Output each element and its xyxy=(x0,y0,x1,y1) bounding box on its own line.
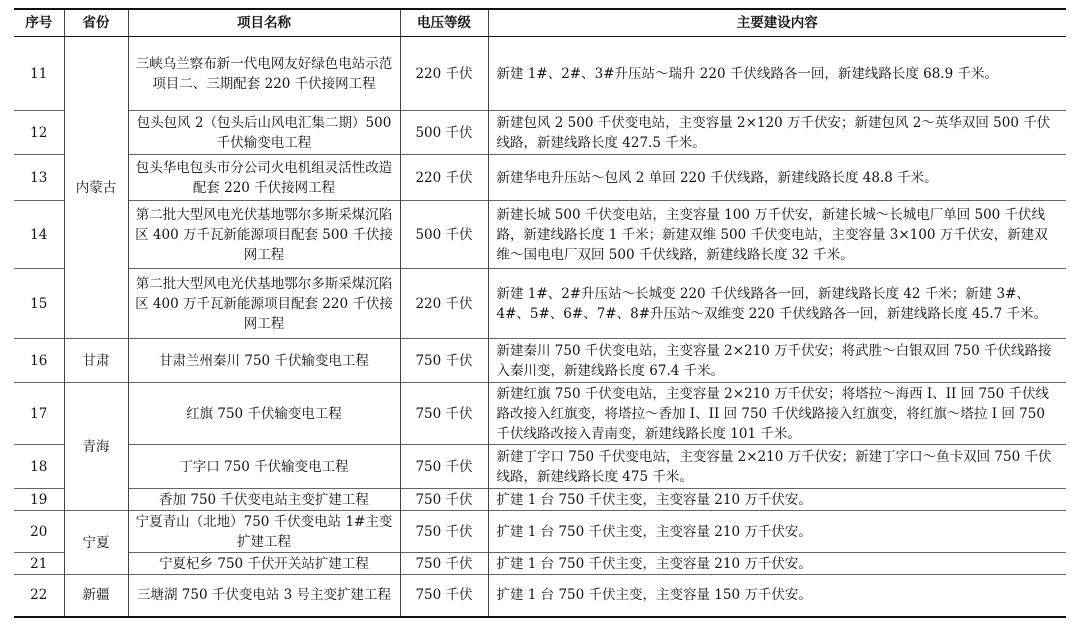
table-row xyxy=(14,575,1066,617)
row-project-name: 包头包风 2（包头后山风电汇集二期）500 千伏输变电工程 xyxy=(128,111,400,155)
row-content: 扩建 1 台 750 千伏主变，主变容量 210 万千伏安。 xyxy=(488,553,1066,575)
row-seq: 21 xyxy=(14,553,64,575)
header-voltage: 电压等级 xyxy=(400,9,488,37)
header-seq: 序号 xyxy=(14,9,64,37)
row-seq: 14 xyxy=(14,201,64,269)
row-project-name: 第二批大型风电光伏基地鄂尔多斯采煤沉陷区 400 万千瓦新能源项目配套 220 千伏接网工程 xyxy=(128,269,400,339)
header-content: 主要建设内容 xyxy=(488,9,1066,37)
row-voltage: 750 千伏 xyxy=(400,445,488,489)
row-content: 新建丁字口 750 千伏变电站，主变容量 2×210 万千伏安；新建丁字口～鱼卡双回 750 千伏线路，新建线路长度 475 千米。 xyxy=(488,445,1066,489)
row-project-name: 三峡乌兰察布新一代电网友好绿色电站示范项目二、三期配套 220 千伏接网工程 xyxy=(128,37,400,111)
table-row xyxy=(14,383,1066,445)
province-cell: 甘肃 xyxy=(64,339,128,383)
row-seq: 11 xyxy=(14,37,64,111)
table-row xyxy=(14,445,1066,489)
header-province: 省份 xyxy=(64,9,128,37)
table-row xyxy=(14,269,1066,339)
row-voltage: 750 千伏 xyxy=(400,575,488,617)
row-content: 扩建 1 台 750 千伏主变，主变容量 150 万千伏安。 xyxy=(488,575,1066,617)
row-content: 新建 1#、2#、3#升压站～瑞升 220 千伏线路各一回，新建线路长度 68.9 千米。 xyxy=(488,37,1066,111)
header-name: 项目名称 xyxy=(128,9,400,37)
row-project-name: 香加 750 千伏变电站主变扩建工程 xyxy=(128,489,400,511)
row-seq: 22 xyxy=(14,575,64,617)
table-row xyxy=(14,489,1066,511)
table-header-row xyxy=(14,9,1066,37)
table-row xyxy=(14,511,1066,553)
project-table-container xyxy=(14,8,1066,618)
row-voltage: 750 千伏 xyxy=(400,511,488,553)
row-voltage: 220 千伏 xyxy=(400,155,488,201)
row-voltage: 750 千伏 xyxy=(400,383,488,445)
row-project-name: 宁夏杞乡 750 千伏开关站扩建工程 xyxy=(128,553,400,575)
row-content: 新建包风 2 500 千伏变电站，主变容量 2×120 万千伏安；新建包风 2～英华双回 500 千伏线路，新建线路长度 427.5 千米。 xyxy=(488,111,1066,155)
row-seq: 12 xyxy=(14,111,64,155)
row-seq: 20 xyxy=(14,511,64,553)
row-content: 新建长城 500 千伏变电站，主变容量 100 万千伏安，新建长城～长城电厂单回 500 千伏线路，新建线路长度 1 千米；新建双维 500 千伏变电站，主变容量 3×100 万千伏安，新建双维～国电电厂双回 500 千伏线路，新建线路长度 32 千米。 xyxy=(488,201,1066,269)
project-table xyxy=(14,8,1066,618)
row-seq: 13 xyxy=(14,155,64,201)
row-voltage: 750 千伏 xyxy=(400,339,488,383)
row-voltage: 220 千伏 xyxy=(400,37,488,111)
row-content: 扩建 1 台 750 千伏主变，主变容量 210 万千伏安。 xyxy=(488,489,1066,511)
row-project-name: 第二批大型风电光伏基地鄂尔多斯采煤沉陷区 400 万千瓦新能源项目配套 500 千伏接网工程 xyxy=(128,201,400,269)
table-row xyxy=(14,339,1066,383)
row-content: 新建 1#、2#升压站～长城变 220 千伏线路各一回，新建线路长度 42 千米；新建 3#、4#、5#、6#、7#、8#升压站～双维变 220 千伏线路各一回，新建线路长度 45.7 千米。 xyxy=(488,269,1066,339)
row-voltage: 750 千伏 xyxy=(400,489,488,511)
row-project-name: 丁字口 750 千伏输变电工程 xyxy=(128,445,400,489)
province-cell: 青海 xyxy=(64,383,128,511)
row-project-name: 三塘湖 750 千伏变电站 3 号主变扩建工程 xyxy=(128,575,400,617)
row-seq: 16 xyxy=(14,339,64,383)
row-voltage: 500 千伏 xyxy=(400,201,488,269)
row-project-name: 宁夏青山（北地）750 千伏变电站 1#主变扩建工程 xyxy=(128,511,400,553)
row-content: 新建华电升压站～包风 2 单回 220 千伏线路，新建线路长度 48.8 千米。 xyxy=(488,155,1066,201)
row-content: 新建红旗 750 千伏变电站，主变容量 2×210 万千伏安；将塔拉～海西 I、II 回 750 千伏线路改接入红旗变，将塔拉～香加 I、II 回 750 千伏线路接入红旗变，将红旗～塔拉 I 回 750 千伏线路改接入青南变，新建线路长度 101 千米。 xyxy=(488,383,1066,445)
table-row xyxy=(14,201,1066,269)
row-content: 扩建 1 台 750 千伏主变，主变容量 210 万千伏安。 xyxy=(488,511,1066,553)
table-row xyxy=(14,155,1066,201)
row-seq: 18 xyxy=(14,445,64,489)
province-cell: 内蒙古 xyxy=(64,37,128,339)
row-project-name: 包头华电包头市分公司火电机组灵活性改造配套 220 千伏接网工程 xyxy=(128,155,400,201)
row-project-name: 甘肃兰州秦川 750 千伏输变电工程 xyxy=(128,339,400,383)
row-voltage: 500 千伏 xyxy=(400,111,488,155)
table-row xyxy=(14,553,1066,575)
table-row xyxy=(14,37,1066,111)
row-voltage: 750 千伏 xyxy=(400,553,488,575)
row-seq: 15 xyxy=(14,269,64,339)
row-voltage: 220 千伏 xyxy=(400,269,488,339)
row-project-name: 红旗 750 千伏输变电工程 xyxy=(128,383,400,445)
row-seq: 19 xyxy=(14,489,64,511)
row-seq: 17 xyxy=(14,383,64,445)
province-cell: 宁夏 xyxy=(64,511,128,575)
row-content: 新建秦川 750 千伏变电站，主变容量 2×210 万千伏安；将武胜～白银双回 750 千伏线路接入秦川变，新建线路长度 67.4 千米。 xyxy=(488,339,1066,383)
province-cell: 新疆 xyxy=(64,575,128,617)
table-row xyxy=(14,111,1066,155)
